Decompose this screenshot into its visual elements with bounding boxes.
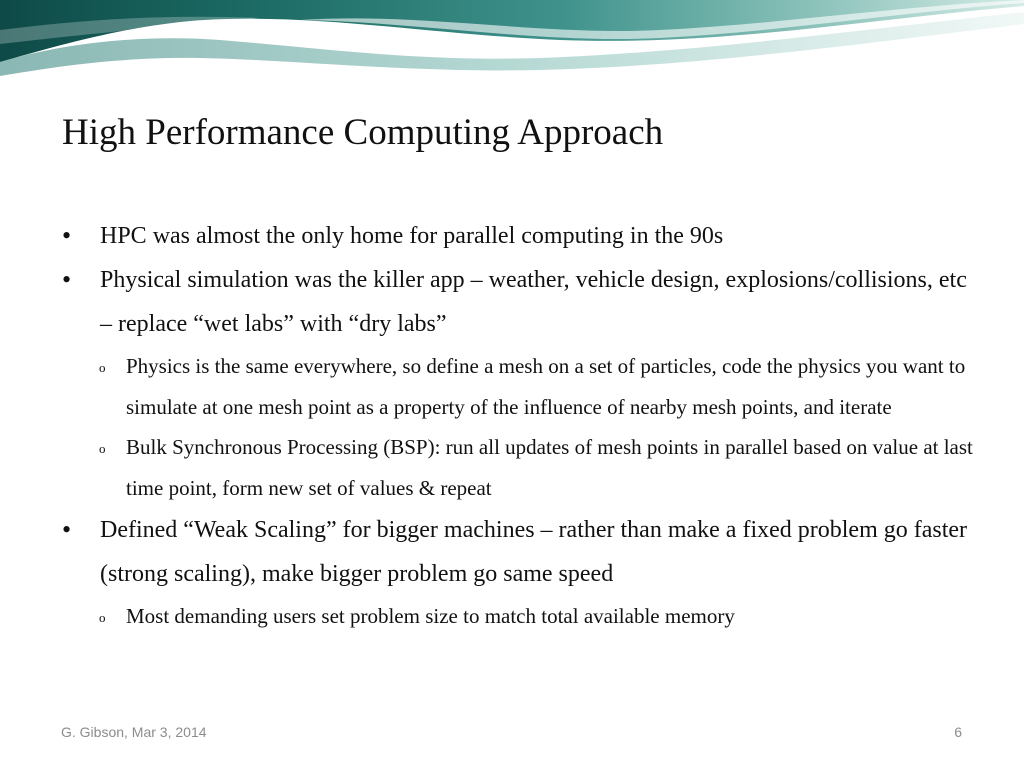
bullet-item: [62, 508, 982, 596]
slide-body: [62, 214, 982, 637]
sub-bullet-text: Physics is the same everywhere, so define a mesh on a set of particles, code the physics you want to simulate at one mesh point as a property of the influence of nearby mesh points, and iterate: [126, 354, 966, 419]
bullet-text: Defined “Weak Scaling” for bigger machines – rather than make a fixed problem go faster (strong scaling), make bigger problem go same speed: [100, 517, 968, 587]
sub-bullet-item: [62, 427, 982, 508]
bullet-icon: •: [62, 265, 72, 294]
sub-bullet-text: Most demanding users set problem size to match total available memory: [126, 604, 735, 628]
sub-bullet-icon: o: [99, 360, 106, 375]
bullet-icon: •: [62, 515, 72, 544]
page-number: 6: [954, 724, 962, 740]
bullet-item: [62, 214, 982, 258]
bullet-text: Physical simulation was the killer app – weather, vehicle design, explosions/collisions, etc – replace “wet labs” with “dry labs”: [100, 267, 967, 337]
slide-title: High Performance Computing Approach: [62, 112, 664, 153]
bullet-text: HPC was almost the only home for parallel computing in the 90s: [100, 223, 724, 249]
sub-bullet-icon: o: [99, 610, 106, 625]
sub-bullet-icon: o: [99, 441, 106, 456]
bullet-item: [62, 258, 982, 346]
sub-bullet-item: [62, 346, 982, 427]
decorative-wave-banner: [0, 0, 1024, 80]
sub-bullet-item: [62, 596, 982, 637]
footer-author-date: G. Gibson, Mar 3, 2014: [61, 724, 207, 740]
sub-bullet-text: Bulk Synchronous Processing (BSP): run all updates of mesh points in parallel based on value at last time point, form new set of values & repeat: [126, 435, 973, 500]
bullet-icon: •: [62, 221, 72, 250]
